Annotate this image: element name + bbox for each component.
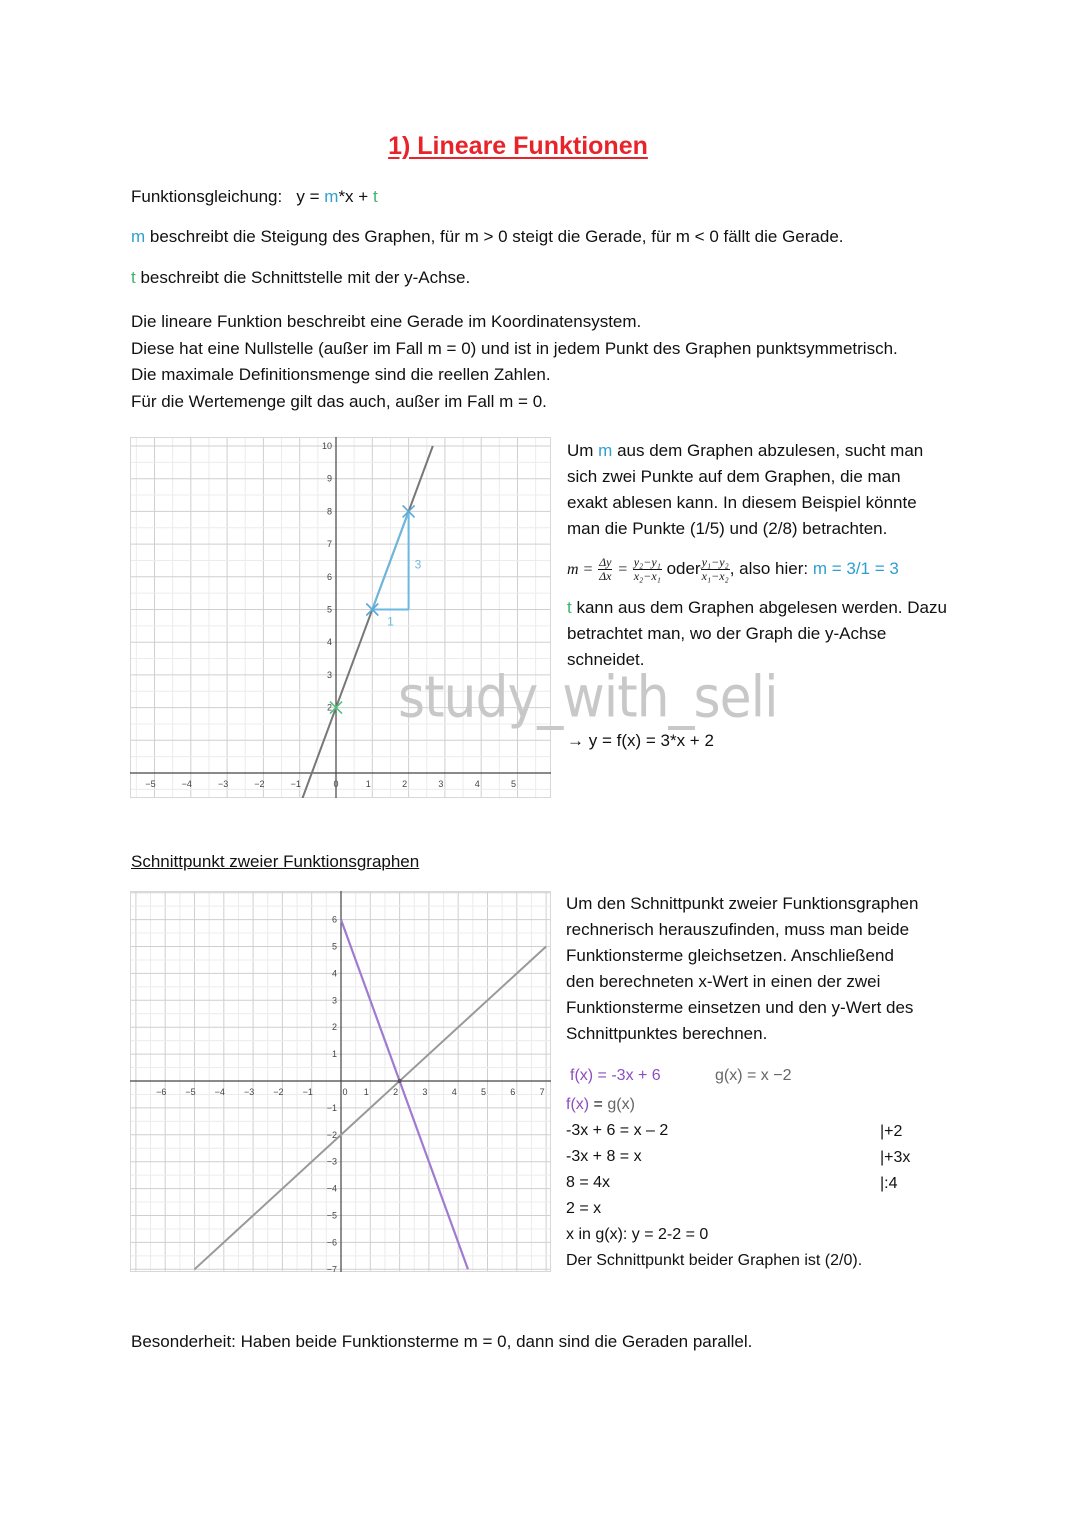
formula-oder: oder xyxy=(666,558,701,578)
y-tick-label: 3 xyxy=(331,995,337,1006)
m-text: beschreibt die Steigung des Graphen, für m > 0 steigt die Gerade, für m < 0 fällt die Gerade. xyxy=(145,227,844,246)
x-tick-label: −4 xyxy=(214,1087,225,1097)
intro-paragraph xyxy=(131,309,898,415)
t-text-line: schneidet. xyxy=(567,650,645,669)
section-subtitle: Schnittpunkt zweier Funktionsgraphen xyxy=(131,852,420,871)
x-tick-label: 5 xyxy=(480,1087,487,1097)
intro-line: Die maximale Definitionsmenge sind die reellen Zahlen. xyxy=(131,365,551,384)
slope-explanation xyxy=(567,438,987,542)
y-tick-label: −7 xyxy=(326,1264,337,1272)
eq-g: g(x) xyxy=(607,1096,635,1113)
y-tick-label: 5 xyxy=(331,941,337,952)
y-tick-label: 7 xyxy=(326,539,332,550)
text1-line: man die Punkte (1/5) und (2/8) betrachten. xyxy=(567,519,888,538)
x-tick-label: −3 xyxy=(243,1087,255,1097)
x-tick-label: −3 xyxy=(217,779,229,789)
y-tick-label: 2 xyxy=(331,1022,337,1033)
text1-rest: aus dem Graphen abzulesen, sucht man xyxy=(612,441,924,460)
fraction-y1y2: $\frac{\text{y₁−y₂}}{\text{x₁−x₂}}$ xyxy=(701,555,729,583)
t-text: beschreibt die Schnittstelle mit der y-Achse. xyxy=(135,268,471,287)
x-tick-label: −2 xyxy=(254,779,265,789)
calc-step: -3x + 8 = x xyxy=(566,1148,642,1165)
x-tick-label: 2 xyxy=(393,1087,399,1097)
explanation-line: Funktionsterme einsetzen und den y-Wert des xyxy=(566,998,914,1017)
y-tick-label: 4 xyxy=(331,968,337,979)
calc-step: -3x + 6 = x – 2 xyxy=(566,1122,669,1139)
formula-result: m = 3/1 = 3 xyxy=(812,558,899,578)
operation: |:4 xyxy=(880,1175,898,1192)
y-tick-label: −6 xyxy=(326,1237,337,1248)
chart-frame xyxy=(131,438,551,798)
explanation-line: rechnerisch herauszufinden, muss man beide xyxy=(566,920,910,939)
slope-formula xyxy=(567,556,899,583)
y-tick-label: 6 xyxy=(331,914,337,925)
y-tick-label: 10 xyxy=(321,441,332,451)
page-title: 1) Lineare Funktionen xyxy=(388,132,648,160)
x-tick-label: 2 xyxy=(402,779,408,789)
x-tick-label: 5 xyxy=(510,779,517,789)
text1-line: sich zwei Punkte auf dem Graphen, die man xyxy=(567,467,901,486)
intersection-explanation xyxy=(566,891,1006,1047)
explanation-line: den berechneten x-Wert in einen der zwei xyxy=(566,972,881,991)
y-tick-label: 5 xyxy=(326,604,332,615)
intro-line: Die lineare Funktion beschreibt eine Gerade im Koordinatensystem. xyxy=(131,312,642,331)
intersection-chart xyxy=(130,891,551,1272)
x-tick-label: 1 xyxy=(365,779,371,789)
equation-m: m xyxy=(324,187,339,206)
calc-step: 8 = 4x xyxy=(566,1174,611,1191)
t-letter-2: t xyxy=(567,598,572,617)
x-tick-label: −1 xyxy=(290,779,301,789)
x-tick-label: 6 xyxy=(510,1087,516,1097)
x-tick-label: 4 xyxy=(451,1087,457,1097)
y-tick-label: −3 xyxy=(326,1156,337,1167)
intro-line: Diese hat eine Nullstelle (außer im Fall m = 0) und ist in jedem Punkt des Graphen punktsymmetrisch. xyxy=(131,338,898,358)
y-tick-label: −5 xyxy=(326,1210,337,1221)
x-tick-label: −4 xyxy=(181,779,192,789)
x-tick-label: 4 xyxy=(474,779,480,789)
explanation-line: Schnittpunktes berechnen. xyxy=(566,1024,768,1043)
f-definition: f(x) = -3x + 6 xyxy=(570,1067,661,1084)
g-definition: g(x) = x −2 xyxy=(715,1067,792,1084)
m-description xyxy=(131,227,844,247)
explanation-line: Funktionsterme gleichsetzen. Anschließend xyxy=(566,946,894,965)
t-description xyxy=(131,268,470,288)
eq-f: f(x) xyxy=(566,1096,590,1113)
function-result: → y = f(x) = 3*x + 2 xyxy=(567,731,714,750)
x-tick-label: 7 xyxy=(539,1087,545,1097)
calc-insert: x in g(x): y = 2-2 = 0 xyxy=(566,1226,709,1243)
x-tick-label: 3 xyxy=(438,779,444,789)
y-tick-label: 2 xyxy=(326,702,332,713)
x-tick-label: −5 xyxy=(185,1087,196,1097)
y-tick-label: 4 xyxy=(326,637,332,648)
y-tick-label: −4 xyxy=(326,1183,337,1194)
formula-m-eq: m = xyxy=(567,560,594,578)
intro-line: Für die Wertemenge gilt das auch, außer im Fall m = 0. xyxy=(131,391,547,411)
operation: |+3x xyxy=(880,1149,911,1166)
y-tick-label: 8 xyxy=(326,506,332,517)
x-tick-label: −6 xyxy=(156,1087,167,1097)
x-tick-label: 0 xyxy=(333,779,339,789)
y-tick-label: 1 xyxy=(331,1049,337,1060)
m-letter: m xyxy=(131,227,146,246)
y-tick-label: 6 xyxy=(326,571,332,582)
x-tick-label: −5 xyxy=(145,779,156,789)
t-text-line: betrachtet man, wo der Graph die y-Achse xyxy=(567,624,887,643)
explanation-line: Um den Schnittpunkt zweier Funktionsgraphen xyxy=(566,894,919,913)
equation-label: Funktionsgleichung: xyxy=(131,187,283,206)
formula-also: , also hier: xyxy=(729,558,813,578)
intercept-explanation xyxy=(567,595,987,673)
text1-pre: Um xyxy=(567,441,599,460)
y-tick-label: −1 xyxy=(326,1102,337,1113)
equation-line xyxy=(131,187,378,207)
linear-function-chart xyxy=(130,437,551,798)
y-tick-label: 9 xyxy=(326,473,332,484)
text1-m: m xyxy=(598,441,613,460)
equation-y: y = xyxy=(296,187,325,206)
run-label: 1 xyxy=(387,614,394,629)
function-line-f xyxy=(300,446,433,798)
intersection-point xyxy=(398,1079,402,1083)
calc-step: 2 = x xyxy=(566,1200,602,1217)
operations xyxy=(880,1119,910,1197)
x-tick-label: −1 xyxy=(302,1087,313,1097)
formula-eq: = xyxy=(617,560,628,578)
t-text-line: kann aus dem Graphen abgelesen werden. Dazu xyxy=(571,598,947,617)
fraction-y2y1: $\frac{\text{y₂−y₁}}{\text{x₂−x₁}}$ xyxy=(633,555,661,583)
fraction-delta: $\frac{\Delta y}{\Delta x}$ xyxy=(599,555,612,583)
calc-conclusion: Der Schnittpunkt beider Graphen ist (2/0). xyxy=(566,1252,863,1269)
calculation xyxy=(566,1092,862,1274)
y-tick-label: −2 xyxy=(326,1129,337,1140)
footer-note: Besonderheit: Haben beide Funktionsterme m = 0, dann sind die Geraden parallel. xyxy=(131,1332,753,1351)
x-tick-label: 3 xyxy=(422,1087,428,1097)
equation-t: t xyxy=(372,187,378,206)
operation: |+2 xyxy=(880,1123,903,1140)
x-tick-label: −2 xyxy=(273,1087,284,1097)
eq-mid: = xyxy=(589,1096,608,1113)
text1-line: exakt ablesen kann. In diesem Beispiel könnte xyxy=(567,493,917,512)
rise-label: 3 xyxy=(414,557,422,572)
x-tick-label: 1 xyxy=(363,1087,369,1097)
t-letter: t xyxy=(131,268,136,287)
x-tick-label: 0 xyxy=(342,1087,348,1097)
watermark: study_with_seli xyxy=(398,665,778,731)
y-tick-label: 3 xyxy=(326,669,332,680)
equation-mid: *x + xyxy=(338,187,373,206)
